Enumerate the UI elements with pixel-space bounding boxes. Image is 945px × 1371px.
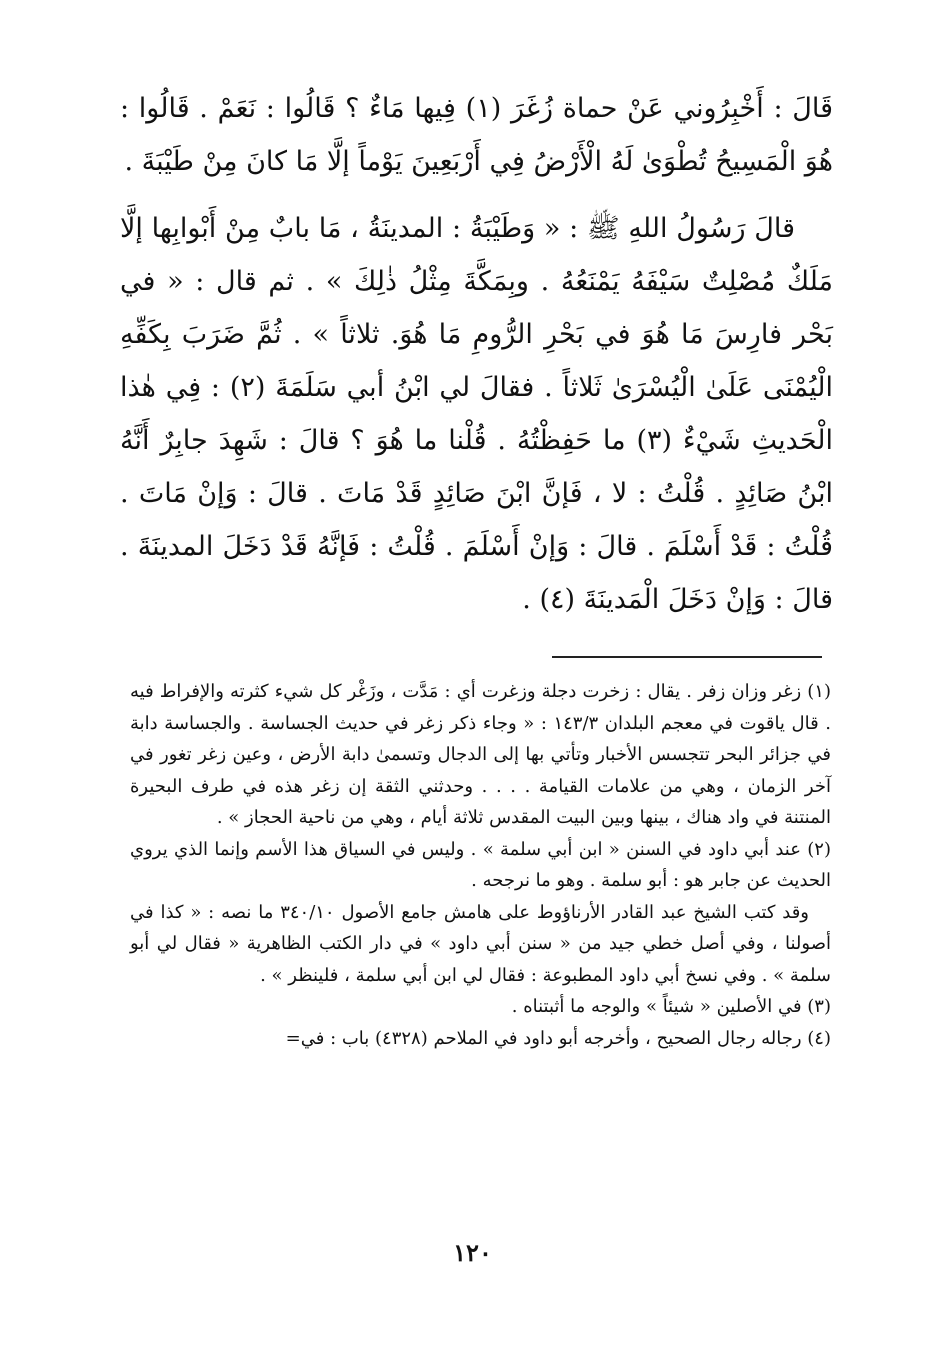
footnotes-block (130, 676, 831, 1054)
main-paragraph-2-text: قالَ رَسُولُ اللهِ ﷺ : « وَطَيْبَةُ : المدينَةُ ، مَا بابٌ مِنْ أَبْوابِها إلَّا مَلَكٌ مُصْلِتٌ سَيْفَهُ يَمْنَعُهُ . وبِمَكَّةَ مِثْلُ ذٰلِكَ » . ثم قال : « في بَحْر فارِسَ مَا هُوَ في بَحْرِ الرُّومِ مَا هُوَ. ثلاثاً » . ثُمَّ ضَرَبَ بِكَفِّهِ الْيُمْنَى عَلَىٰ الْيُسْرَىٰ ثَلاثاً . فقالَ لي ابْنُ أبي سَلَمَةَ (٢) : فِي هٰذا الْحَديثِ شَيْءٌ (٣) ما حَفِظْتُهُ . قُلْنا ما هُوَ ؟ قالَ : شَهِدَ جابِرٌ أَنَّهُ ابْنُ صَائِدٍ . قُلْتُ : لا ، فَإنَّ ابْنَ صَائِدٍ قَدْ مَاتَ . قالَ : وَإنْ مَاتَ . قُلْتُ : قَدْ أَسْلَمَ . قالَ : وَإنْ أَسْلَمَ . قُلْتُ : فَإنَّهُ قَدْ دَخَلَ المدينَةَ . قالَ : وَإنْ دَخَلَ الْمَدينَةَ (٤) . (120, 213, 833, 615)
footnote-2-continuation: وقد كتب الشيخ عبد القادر الأرناؤوط على هامش جامع الأصول ٣٤٠/١٠ ما نصه : « كذا في أصولنا ، وفي أصل خطي جيد من « سنن أبي داود » في دار الكتب الظاهرية « فقال لي أبو سلمة » . وفي نسخ أبي داود المطبوعة : فقال لي ابن أبي سلمة ، فلينظر » . (130, 901, 831, 986)
main-text-block (120, 82, 833, 626)
footnote-1: (١) زغر وزان زفر . يقال : زخرت دجلة وزغرت أي : مَدَّت ، وزَغْر كل شيء كثرته والإفراط فيه . قال ياقوت في معجم البلدان ١٤٣/٣ : « وجاء ذكر زغر في حديث الجساسة . والجساسة دابة في جزائر البحر تتجسس الأخبار وتأتي بها إلى الدجال وتسمىٰ دابة الأرض ، وعين زغر تغور في آخر الزمان ، وهي من علامات القيامة . . . . وحدثني الثقة إن زغر هذه في طرف البحيرة المنتنة في واد هناك ، بينها وبين البيت المقدس ثلاثة أيام ، وهي من ناحية الحجاز » . (130, 681, 831, 828)
footnote-separator (552, 656, 822, 658)
main-paragraph-2 (120, 202, 833, 626)
main-paragraph-1: قَالَ : أَخْبِرُوني عَنْ حماة زُغَرَ (١) فِيها مَاءٌ ؟ قَالُوا : نَعَمْ . قَالُوا : هُوَ الْمَسِيحُ تُطْوَىٰ لَهُ الْأَرْضُ فِي أَرْبَعِينَ يَوْماً إلَّا مَا كانَ مِنْ طَيْبَةَ . (120, 93, 833, 177)
footnote-3: (٣) في الأصلين « شيئاً » والوجه ما أثبتناه . (511, 996, 831, 1017)
page-number: ١٢٠ (453, 1238, 492, 1267)
footnote-2: (٢) عند أبي داود في السنن « ابن أبي سلمة » . وليس في السياق هذا الأسم وإنما الذي يروي الحديث عن جابر هو : أبو سلمة . وهو ما نرجحه . (130, 838, 831, 891)
footnote-4: (٤) رجاله رجال الصحيح ، وأخرجه أبو داود في الملاحم (٤٣٢٨) باب : في= (285, 1027, 831, 1049)
